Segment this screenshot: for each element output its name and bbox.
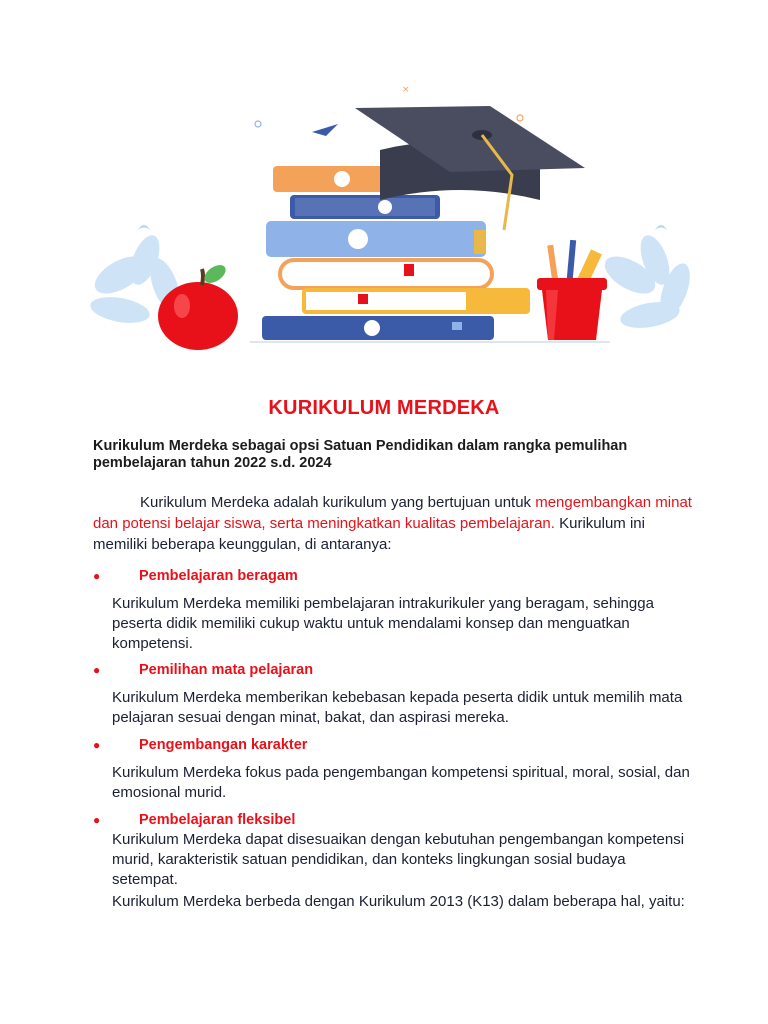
education-illustration <box>90 80 690 350</box>
paper-plane-icon <box>312 124 338 136</box>
intro-text-end: Kurikulum ini memiliki beberapa keunggulan, di antaranya: <box>93 515 645 553</box>
section-text: Kurikulum Merdeka dapat disesuaikan dengan kebutuhan pengembangan kompetensi murid, karakteristik satuan pendidikan, dan konteks lingkungan sosial budaya setempat. <box>112 831 685 888</box>
section-heading: Pembelajaran fleksibel <box>139 812 296 828</box>
bullet-icon: ● <box>93 738 101 752</box>
section-text: Kurikulum Merdeka memberikan kebebasan kepada peserta didik untuk memilih mata pelajaran sesuai dengan minat, bakat, dan aspirasi mereka. <box>112 689 683 726</box>
intro-text-start: Kurikulum Merdeka adalah kurikulum yang bertujuan untuk <box>140 494 536 511</box>
bullet-icon: ● <box>93 813 101 827</box>
subtitle: Kurikulum Merdeka sebagai opsi Satuan Pendidikan dalam rangka pemulihan pembelajaran tahun 2022 s.d. 2024 <box>93 438 628 471</box>
intro-highlight: mengembangkan minat dan potensi belajar siswa, serta meningkatkan kualitas pembelajaran. <box>93 494 692 532</box>
section-heading: Pemilihan mata pelajaran <box>139 662 314 678</box>
bullet-icon: ● <box>93 663 101 677</box>
section-text: Kurikulum Merdeka memiliki pembelajaran intrakurikuler yang beragam, sehingga peserta didik memiliki cukup waktu untuk mendalami konsep dan menguatkan kompetensi. <box>112 595 654 652</box>
pencil-cup-icon <box>537 240 607 340</box>
closing-text: Kurikulum Merdeka berbeda dengan Kurikulum 2013 (K13) dalam beberapa hal, yaitu: <box>112 893 685 910</box>
section-text: Kurikulum Merdeka fokus pada pengembangan kompetensi spiritual, moral, sosial, dan emosional murid. <box>112 764 690 801</box>
bullet-icon: ● <box>93 569 101 583</box>
intro-paragraph <box>93 492 693 555</box>
section-heading: Pengembangan karakter <box>139 737 308 753</box>
svg-text:×: × <box>402 85 410 95</box>
page-title: KURIKULUM MERDEKA <box>268 397 500 419</box>
section-heading: Pembelajaran beragam <box>139 568 298 584</box>
